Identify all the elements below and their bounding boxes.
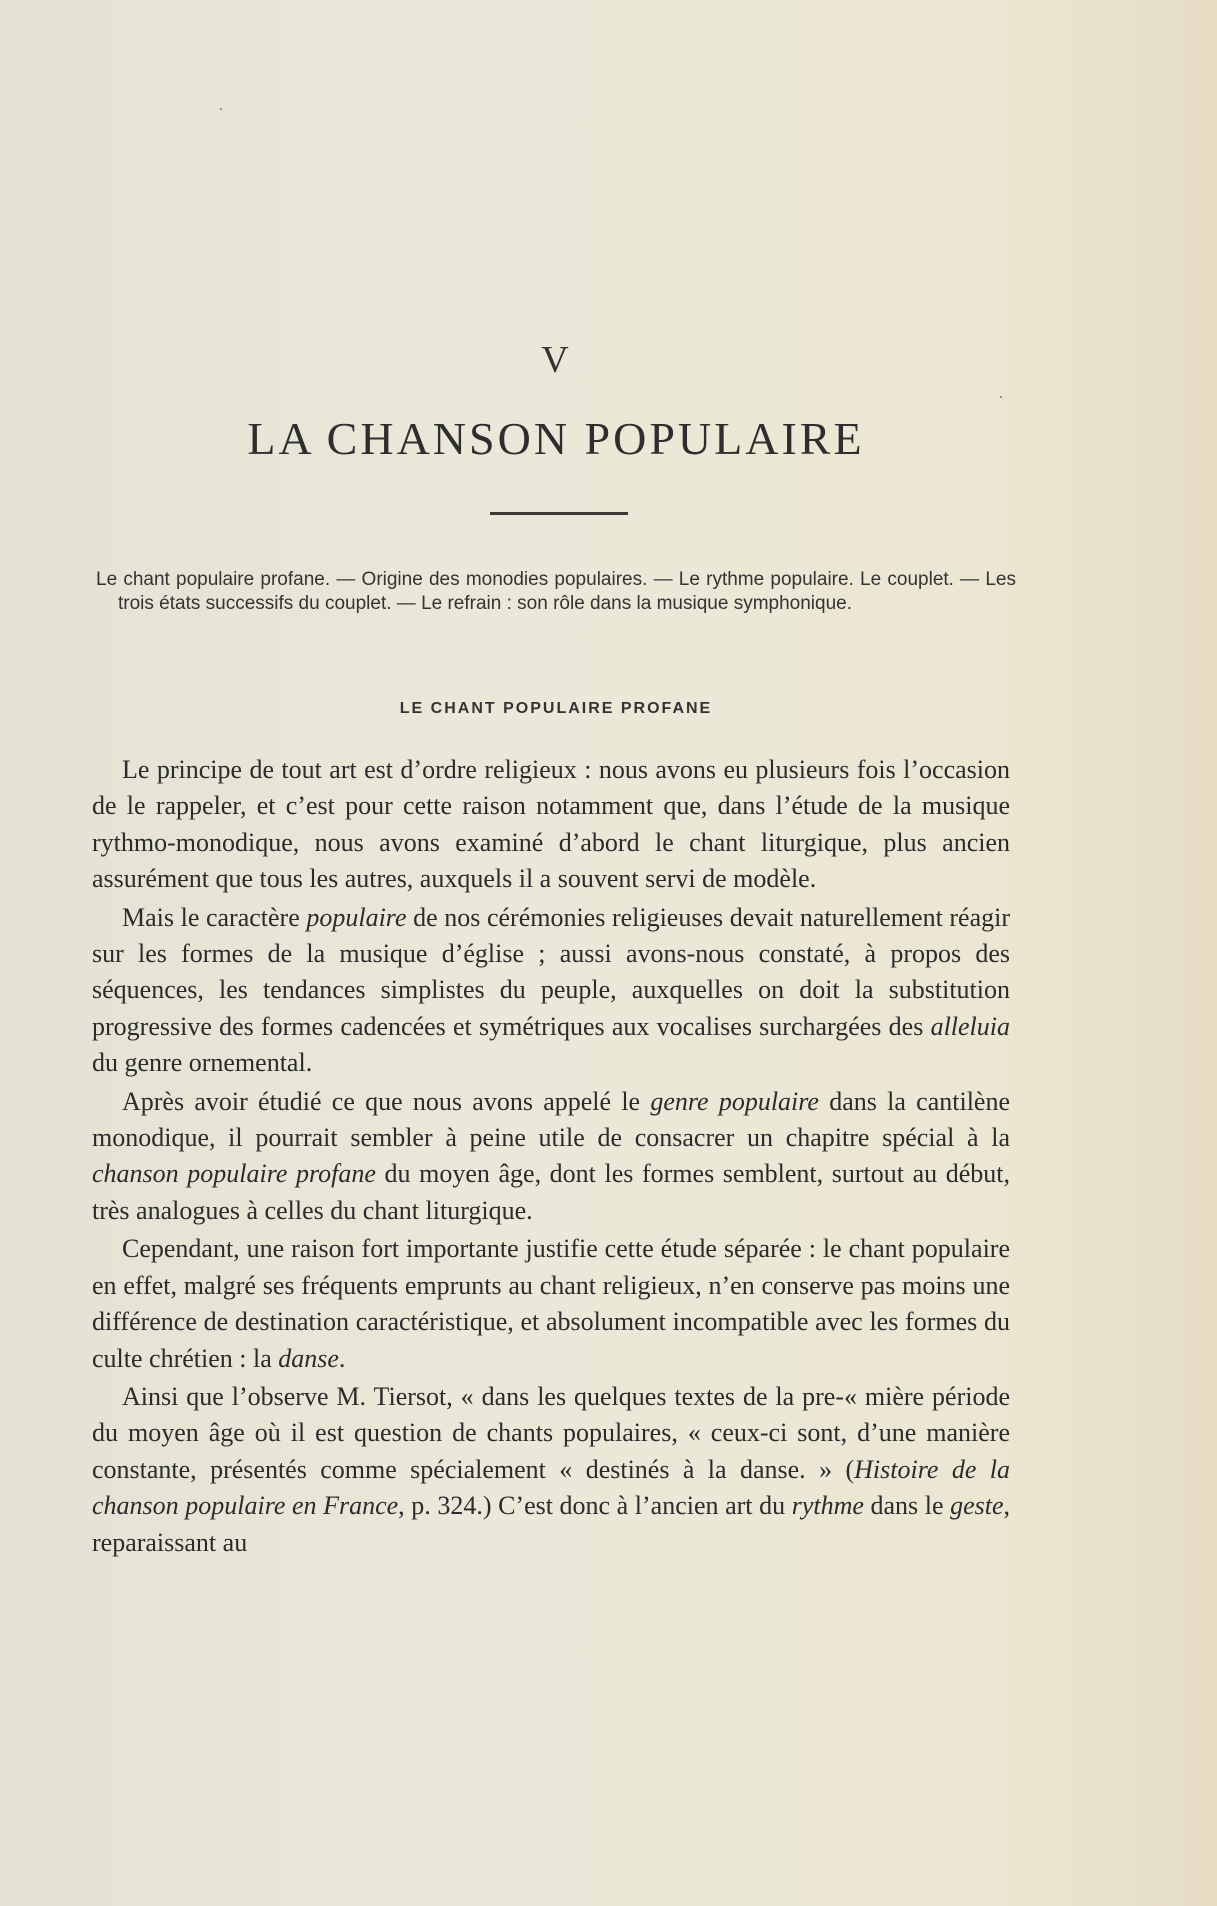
text-run: dans le — [863, 1491, 951, 1521]
chapter-summary — [96, 568, 1016, 616]
text-run: Ainsi que l’observe M. Tiersot, « dans les quelques textes de la pre-« mière période du moyen âge où il est question de chants populaires, « ceux-ci sont, d’une manière constante, présentés comme spécialement « destinés à la danse. » ( — [92, 1381, 1010, 1484]
summary-text: Le chant populaire profane. — Origine des monodies populaires. — Le rythme populaire. Le couplet. — Les trois états successifs du couplet. — Le refrain : son rôle dans la musique symphonique. — [96, 569, 1016, 614]
italic-run: alleluia — [930, 1011, 1010, 1041]
italic-run: danse — [278, 1343, 339, 1373]
text-run: dans la cantilène monodique, il pourrait sembler à peine utile de consacrer un chapitre spécial à la — [92, 1086, 1011, 1153]
italic-run: genre populaire — [650, 1086, 819, 1116]
text-run: Après avoir étudié ce que nous avons appelé le — [122, 1086, 651, 1116]
italic-run: rythme — [791, 1491, 864, 1521]
section-heading: LE CHANT POPULAIRE PROFANE — [399, 700, 713, 717]
italic-run: chanson populaire profane — [92, 1159, 376, 1189]
paragraph-5 — [92, 1379, 1010, 1561]
chapter-title: LA CHANSON POPULAIRE — [247, 413, 865, 464]
text-run: du moyen âge, dont les formes semblent, surtout au début, très analogues à celles du chant liturgique. — [92, 1159, 1010, 1225]
text-run: , p. 324.) C’est donc à l’ancien art du — [398, 1491, 792, 1521]
body-text — [92, 752, 1010, 1563]
text-run: Cependant, une raison fort importante justifie cette étude séparée : le chant populaire en effet, malgré ses fréquents emprunts au chant religieux, n’en conserve pas moins une différence de destination caractéristique, et absolument incompatible avec les formes du culte chrétien : la — [92, 1234, 1010, 1373]
italic-run: geste — [950, 1491, 1004, 1521]
paragraph-1: Le principe de tout art est d’ordre religieux : nous avons eu plusieurs fois l’occasion de le rappeler, et c’est pour cette raison notamment que, dans l’étude de la musique rythmo-monodique, nous avons examiné d’abord le chant liturgique, plus ancien assurément que tous les autres, auxquels il a souvent servi de modèle. — [92, 755, 1010, 894]
text-run: Mais le caractère — [122, 902, 307, 932]
text-run: . — [338, 1343, 346, 1373]
text-run: du genre ornemental. — [92, 1048, 313, 1078]
paper-speck — [220, 108, 222, 110]
chapter-number: V — [541, 339, 571, 381]
italic-run: populaire — [306, 902, 407, 932]
title-rule — [490, 512, 628, 515]
paper-speck — [1000, 396, 1002, 398]
paragraph-2 — [92, 900, 1010, 1082]
paragraph-4 — [92, 1231, 1010, 1377]
italic-run: Histoire de la chanson populaire en France — [92, 1454, 1010, 1521]
text-run: , reparaissant au — [92, 1491, 1011, 1557]
text-run: de nos cérémonies religieuses devait naturellement réagir sur les formes de la musique d’église ; aussi avons-nous constaté, à propos des séquences, les tendances simplistes du peuple, auxquelles on doit la substitution progressive des formes cadencées et symétriques aux vocalises surchargées des — [92, 902, 1011, 1041]
paragraph-3 — [92, 1084, 1010, 1230]
